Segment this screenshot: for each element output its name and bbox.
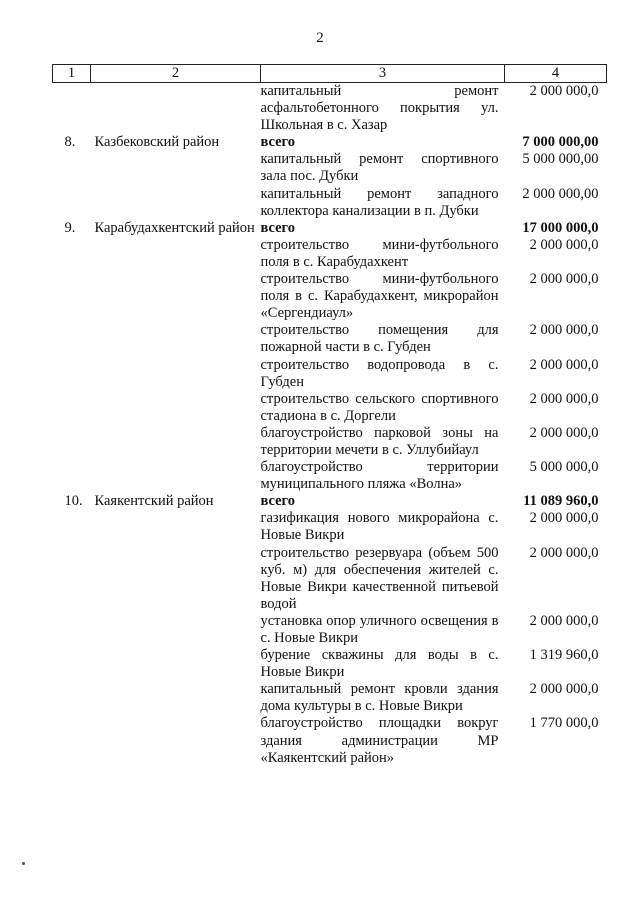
project-description: строительство мини-футбольного поля в с. Карабудахкент bbox=[260, 236, 499, 270]
row-number bbox=[53, 271, 91, 322]
table-row bbox=[53, 220, 607, 237]
district-name: Казбековский район bbox=[94, 134, 220, 151]
district-name bbox=[91, 425, 261, 459]
project-description: строительство резервуара (объем 500 куб. м) для обеспечения жителей с. Новые Викри качественной питьевой водой bbox=[260, 544, 499, 612]
district-name bbox=[91, 545, 261, 613]
row-number bbox=[53, 186, 91, 220]
district-name bbox=[91, 391, 261, 425]
table-row bbox=[53, 357, 607, 391]
table-body bbox=[53, 83, 607, 767]
row-number bbox=[53, 237, 91, 271]
district-name bbox=[91, 83, 261, 135]
table-row bbox=[53, 271, 607, 322]
project-description: капитальный ремонт спортивного зала пос. Дубки bbox=[260, 151, 499, 185]
project-description: строительство водопровода в с. Губден bbox=[260, 356, 499, 390]
district-name bbox=[91, 186, 261, 220]
district-name: Карабудахкентский район bbox=[94, 219, 255, 236]
table-row bbox=[53, 493, 607, 510]
district-name bbox=[91, 322, 261, 356]
column-header-3: 3 bbox=[261, 65, 505, 83]
budget-table bbox=[52, 64, 607, 767]
table-row bbox=[53, 545, 607, 613]
project-description: строительство сельского спортивного стадиона в с. Доргели bbox=[260, 390, 499, 424]
project-description: установка опор уличного освещения в с. Новые Викри bbox=[260, 612, 499, 646]
project-amount: 17 000 000,0 bbox=[522, 219, 599, 236]
project-amount: 2 000 000,0 bbox=[529, 236, 599, 253]
table-row bbox=[53, 715, 607, 766]
stray-mark bbox=[22, 862, 25, 865]
project-amount: 2 000 000,0 bbox=[529, 83, 599, 99]
row-number bbox=[53, 357, 91, 391]
project-description: благоустройство площадки вокруг здания администрации МР «Каякентский район» bbox=[260, 715, 499, 766]
project-description: строительство помещения для пожарной части в с. Губден bbox=[260, 322, 499, 356]
district-name bbox=[91, 357, 261, 391]
district-name bbox=[91, 647, 261, 681]
project-amount: 5 000 000,0 bbox=[529, 459, 599, 476]
district-name bbox=[91, 459, 261, 493]
project-amount: 2 000 000,0 bbox=[529, 271, 599, 288]
project-description: всего bbox=[260, 134, 296, 151]
table-row bbox=[53, 391, 607, 425]
project-description: капитальный ремонт кровли здания дома культуры в с. Новые Викри bbox=[260, 681, 499, 715]
project-amount: 2 000 000,0 bbox=[529, 510, 599, 527]
row-number: 8. bbox=[64, 134, 76, 151]
table-row bbox=[53, 459, 607, 493]
table-row bbox=[53, 83, 607, 135]
project-amount: 2 000 000,00 bbox=[522, 185, 599, 202]
row-number bbox=[53, 545, 91, 613]
row-number bbox=[53, 715, 91, 766]
project-amount: 2 000 000,0 bbox=[529, 544, 599, 561]
table-row bbox=[53, 613, 607, 647]
project-description: всего bbox=[260, 493, 296, 510]
row-number bbox=[53, 459, 91, 493]
project-amount: 5 000 000,00 bbox=[522, 151, 599, 168]
district-name bbox=[91, 510, 261, 544]
project-description: благоустройство территории муниципального пляжа «Волна» bbox=[260, 459, 499, 493]
project-amount: 2 000 000,0 bbox=[529, 612, 599, 629]
table-row bbox=[53, 510, 607, 544]
table-row bbox=[53, 151, 607, 185]
project-description: благоустройство парковой зоны на территории мечети в с. Уллубийаул bbox=[260, 424, 499, 458]
district-name bbox=[91, 681, 261, 715]
project-description: капитальный ремонт западного коллектора канализации в п. Дубки bbox=[260, 185, 499, 219]
table-header-row bbox=[53, 65, 607, 83]
project-amount: 2 000 000,0 bbox=[529, 356, 599, 373]
project-amount: 1 319 960,0 bbox=[529, 647, 599, 664]
project-amount: 11 089 960,0 bbox=[523, 493, 599, 510]
row-number bbox=[53, 681, 91, 715]
district-name bbox=[91, 237, 261, 271]
project-amount: 2 000 000,0 bbox=[529, 390, 599, 407]
project-description: строительство мини-футбольного поля в с. Карабудахкент, микрорайон «Сергендиаул» bbox=[260, 271, 499, 322]
row-number bbox=[53, 510, 91, 544]
project-amount: 1 770 000,0 bbox=[529, 715, 599, 732]
table-row bbox=[53, 322, 607, 356]
district-name bbox=[91, 151, 261, 185]
table-row bbox=[53, 134, 607, 151]
table-row bbox=[53, 647, 607, 681]
row-number: 9. bbox=[64, 219, 76, 236]
row-number bbox=[53, 391, 91, 425]
district-name bbox=[91, 271, 261, 322]
table-row bbox=[53, 237, 607, 271]
row-number bbox=[53, 647, 91, 681]
column-header-4: 4 bbox=[505, 65, 607, 83]
project-amount: 2 000 000,0 bbox=[529, 424, 599, 441]
project-description: всего bbox=[260, 219, 296, 236]
row-number: 10. bbox=[64, 493, 83, 510]
project-amount: 7 000 000,00 bbox=[522, 134, 599, 151]
row-number bbox=[53, 83, 91, 135]
project-description: бурение скважины для воды в с. Новые Викри bbox=[260, 647, 499, 681]
table-row bbox=[53, 425, 607, 459]
table-row bbox=[53, 681, 607, 715]
district-name bbox=[91, 715, 261, 766]
row-number bbox=[53, 322, 91, 356]
row-number bbox=[53, 151, 91, 185]
row-number bbox=[53, 613, 91, 647]
column-header-1: 1 bbox=[53, 65, 91, 83]
project-amount: 2 000 000,0 bbox=[529, 322, 599, 339]
district-name: Каякентский район bbox=[94, 493, 214, 510]
district-name bbox=[91, 613, 261, 647]
table-row bbox=[53, 186, 607, 220]
column-header-2: 2 bbox=[91, 65, 261, 83]
page-number: 2 bbox=[316, 30, 324, 46]
row-number bbox=[53, 425, 91, 459]
project-description: газификация нового микрорайона с. Новые Викри bbox=[260, 510, 499, 544]
project-amount: 2 000 000,0 bbox=[529, 681, 599, 698]
project-description: капитальный ремонт асфальтобетонного покрытия ул. Школьная в с. Хазар bbox=[260, 83, 499, 134]
